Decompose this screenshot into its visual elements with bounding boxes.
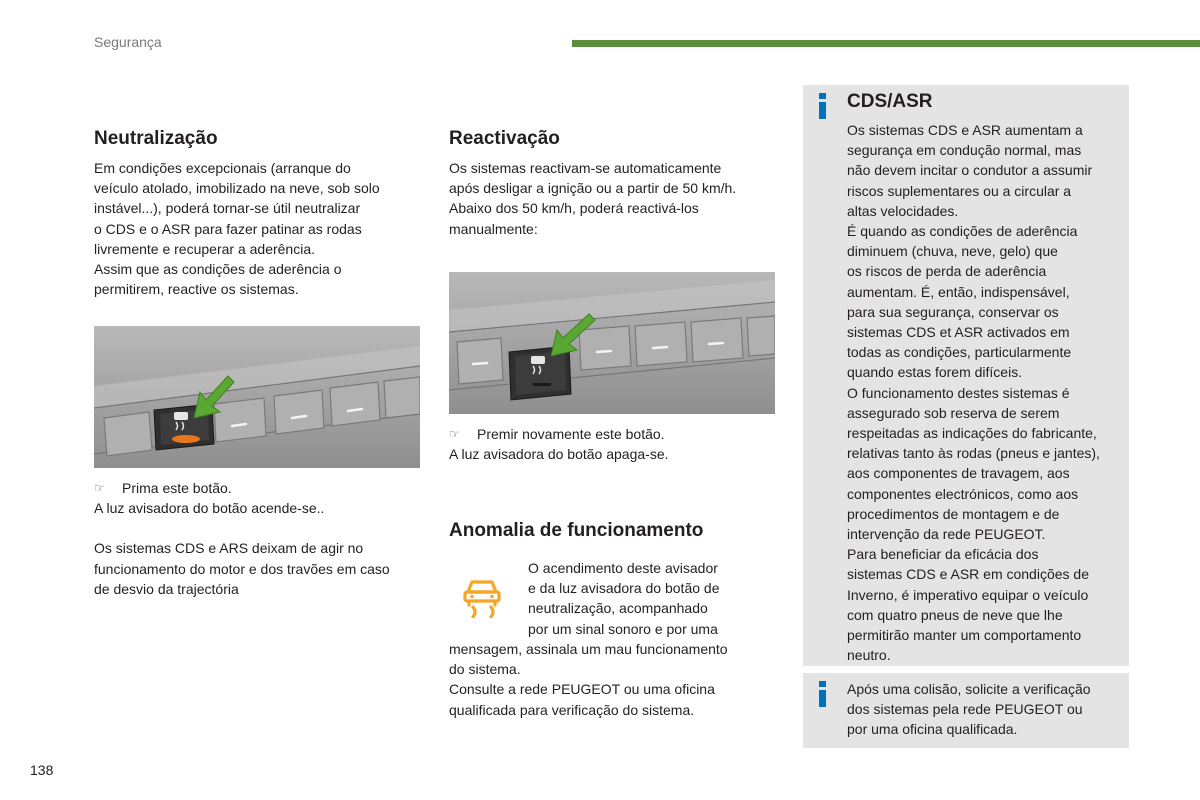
neutralizacao-after-bullet: A luz avisadora do botão acende-se.. [94,500,325,517]
anomalia-title: Anomalia de funcionamento [449,520,704,541]
neutralizacao-body: Em condições excepcionais (arranque do veículo atolado, imobilizado na neve, sob solo instável...), poderá tornar-se útil neutralizar o CDS e o ASR para fazer patinar as rodas livremente e recuperar a aderência. Assim que as condições de aderência o permitirem, reactive os sistemas. [94,160,380,298]
reactivacao-title: Reactivação [449,128,560,149]
neutralizacao-bullet [94,478,424,498]
anomalia-text-beside-icon-wrap [528,558,788,639]
neutralizacao-note: Os sistemas CDS e ARS deixam de agir no funcionamento do motor e dos travões em caso de desvio da trajectória [94,540,390,597]
reactivacao-body: Os sistemas reactivam-se automaticamente após desligar a ignição ou a partir de 50 km/h. Abaixo dos 50 km/h, poderá reactivá-los manualmente: [449,160,737,237]
button-on-photo [94,326,420,468]
page-number: 138 [30,762,54,778]
info-box-colisao-body: Após uma colisão, solicite a verificação dos sistemas pela rede PEUGEOT ou por uma oficina qualificada. [847,681,1091,738]
info-icon [819,681,827,707]
anomalia-text-continued-wrap [449,639,779,720]
anomalia-text-beside-icon: O acendimento deste avisador e da luz avisadora do botão de neutralização, acompanhado por um sinal sonoro e por uma [528,560,720,637]
reactivacao-section [449,127,779,239]
reactivacao-bullet-text: Premir novamente este botão. [477,426,665,442]
neutralizacao-title: Neutralização [94,128,218,149]
info-box-cds-asr [803,85,1129,666]
pointing-hand-icon: ☞ [449,427,460,441]
info-box-body: Os sistemas CDS e ASR aumentam a segurança em condução normal, mas não devem incitar o condutor a assumir riscos suplementares ou a circular a altas velocidades. É quando as condições de aderência diminuem (chuva, neve, gelo) que os riscos de perda de aderência aumentam. É, então, indispensável, para sua segurança, conservar os sistemas CDS et ASR activados em todas as condições, particularmente quando estas forem difíceis. O funcionamento destes sistemas é assegurado sob reserva de serem respeitadas as indicações do fabricante, relativas tanto às rodas (pneus e jantes), aos componentes de travagem, aos componentes electrónicos, como aos procedimentos de montagem e de intervenção da rede PEUGEOT. Para beneficiar da eficácia dos sistemas CDS e ASR em condições de Inverno, é imperativo equipar o veículo com quatro pneus de neve que lhe permitirão manter um comportamento neutro. [847,122,1100,664]
pointing-hand-icon: ☞ [94,481,105,495]
anomalia-text-continued: mensagem, assinala um mau funcionamento do sistema. Consulte a rede PEUGEOT ou uma oficina qualificada para verificação do sistema. [449,641,728,718]
section-label: Segurança [94,34,162,50]
neutralizacao-instruction [94,478,424,599]
neutralizacao-bullet-text: Prima este botão. [122,480,232,496]
button-off-photo [449,272,775,414]
header-rule [572,40,1200,47]
info-box-title: CDS/ASR [847,91,933,112]
switch-panel-illustration [449,272,775,414]
switch-panel-illustration [94,326,420,468]
reactivacao-instruction [449,424,779,464]
anomalia-section [449,519,779,543]
reactivacao-bullet [449,424,779,444]
neutralizacao-section [94,127,424,299]
info-icon [819,93,827,119]
info-box-colisao [803,673,1129,748]
traction-warning-icon [460,574,504,618]
reactivacao-after-bullet: A luz avisadora do botão apaga-se. [449,446,669,463]
